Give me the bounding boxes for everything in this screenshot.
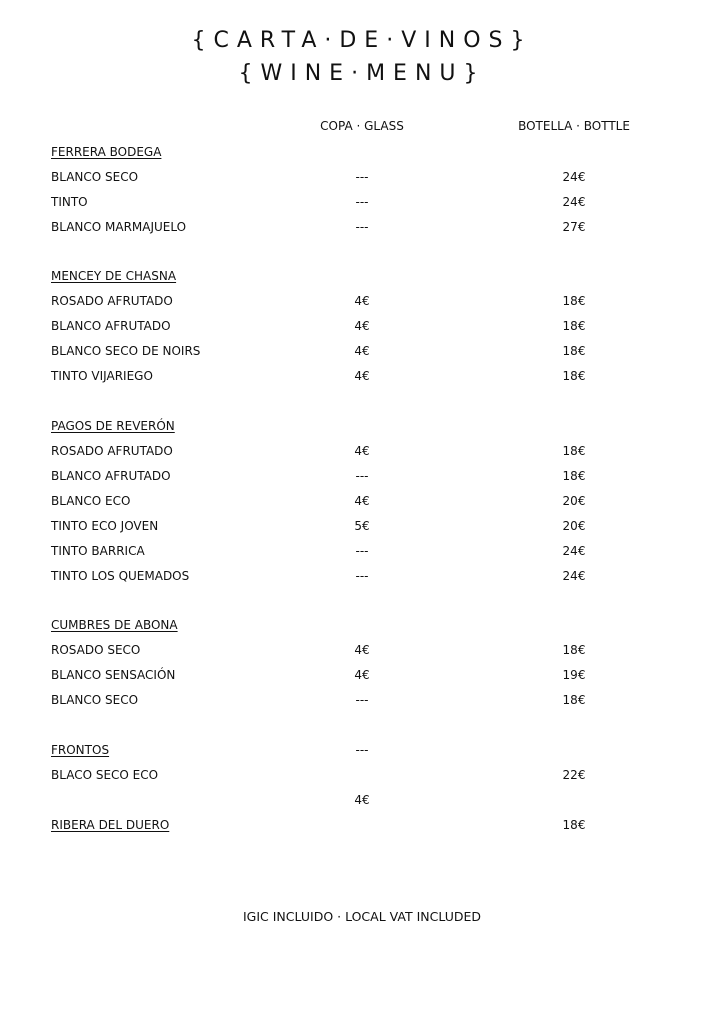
- bottle-price: 18€: [562, 693, 586, 707]
- glass-price: 4€: [354, 494, 370, 508]
- wine-row: [0, 668, 724, 688]
- wine-row: [0, 469, 724, 489]
- wine-name: BLANCO MARMAJUELO: [51, 220, 187, 234]
- wine-name: TINTO BARRICA: [51, 544, 145, 558]
- wine-row: [0, 569, 724, 589]
- wine-row: [0, 294, 724, 314]
- section-header: [0, 618, 724, 638]
- bottle-price: 18€: [562, 369, 586, 383]
- glass-price: 4€: [354, 444, 370, 458]
- glass-price: 4€: [354, 344, 370, 358]
- glass-price: ---: [355, 743, 369, 757]
- wine-row: [0, 494, 724, 514]
- section-name: PAGOS DE REVERÓN: [51, 419, 175, 433]
- glass-price: ---: [355, 220, 369, 234]
- bottle-price: 24€: [562, 569, 586, 583]
- glass-price: ---: [355, 469, 369, 483]
- wine-row: [0, 220, 724, 240]
- wine-name: ROSADO AFRUTADO: [51, 294, 173, 308]
- section-header: [0, 269, 724, 289]
- section-name: FERRERA BODEGA: [51, 145, 162, 159]
- bottle-price: 18€: [562, 818, 586, 832]
- wine-name: BLANCO SENSACIÓN: [51, 668, 176, 682]
- wine-name: TINTO ECO JOVEN: [51, 519, 159, 533]
- menu-title-spanish: {CARTA·DE·VINOS}: [191, 28, 533, 53]
- glass-price: 5€: [354, 519, 370, 533]
- wine-name: BLANCO AFRUTADO: [51, 469, 171, 483]
- wine-name: BLANCO AFRUTADO: [51, 319, 171, 333]
- section-header: [0, 818, 724, 838]
- wine-row: [0, 444, 724, 464]
- wine-row: [0, 693, 724, 713]
- section-name: CUMBRES DE ABONA: [51, 618, 178, 632]
- section-header: [0, 743, 724, 763]
- wine-name: TINTO: [51, 195, 88, 209]
- bottle-price: 18€: [562, 469, 586, 483]
- menu-title-english: {WINE·MENU}: [238, 61, 486, 86]
- glass-price: ---: [355, 170, 369, 184]
- bottle-price: 18€: [562, 319, 586, 333]
- bottle-price: 18€: [562, 643, 586, 657]
- wine-row: [0, 768, 724, 788]
- vat-note: IGIC INCLUIDO · LOCAL VAT INCLUDED: [242, 909, 481, 924]
- wine-name: ROSADO AFRUTADO: [51, 444, 173, 458]
- wine-row: [0, 319, 724, 339]
- glass-price: ---: [355, 693, 369, 707]
- wine-name: BLACO SECO ECO: [51, 768, 159, 782]
- wine-row: [0, 170, 724, 190]
- glass-price: 4€: [354, 294, 370, 308]
- section-name: MENCEY DE CHASNA: [51, 269, 177, 283]
- bottle-price: 24€: [562, 195, 586, 209]
- bottle-column-header: BOTELLA · BOTTLE: [518, 119, 630, 133]
- section-header: [0, 145, 724, 165]
- bottle-price: 19€: [562, 668, 586, 682]
- glass-price: 4€: [354, 793, 370, 807]
- wine-row: [0, 643, 724, 663]
- bottle-price: 18€: [562, 444, 586, 458]
- wine-row: [0, 519, 724, 539]
- bottle-price: 22€: [562, 768, 586, 782]
- bottle-price: 18€: [562, 344, 586, 358]
- bottle-price: 24€: [562, 170, 586, 184]
- wine-name: TINTO LOS QUEMADOS: [51, 569, 190, 583]
- section-name: RIBERA DEL DUERO: [51, 818, 170, 832]
- glass-price: 4€: [354, 369, 370, 383]
- glass-price: 4€: [354, 319, 370, 333]
- wine-name: BLANCO SECO: [51, 170, 139, 184]
- wine-name: BLANCO SECO DE NOIRS: [51, 344, 201, 358]
- glass-price: ---: [355, 569, 369, 583]
- wine-row: [0, 344, 724, 364]
- bottle-price: 20€: [562, 494, 586, 508]
- section-header: [0, 419, 724, 439]
- glass-price: 4€: [354, 643, 370, 657]
- wine-row: [0, 793, 724, 813]
- bottle-price: 18€: [562, 294, 586, 308]
- glass-price: ---: [355, 195, 369, 209]
- bottle-price: 20€: [562, 519, 586, 533]
- wine-row: [0, 195, 724, 215]
- wine-row: [0, 369, 724, 389]
- bottle-price: 27€: [562, 220, 586, 234]
- glass-price: ---: [355, 544, 369, 558]
- bottle-price: 24€: [562, 544, 586, 558]
- wine-name: TINTO VIJARIEGO: [51, 369, 153, 383]
- glass-column-header: COPA · GLASS: [320, 119, 404, 133]
- wine-name: ROSADO SECO: [51, 643, 141, 657]
- wine-name: BLANCO ECO: [51, 494, 131, 508]
- section-name: FRONTOS: [51, 743, 110, 757]
- wine-name: BLANCO SECO: [51, 693, 139, 707]
- glass-price: 4€: [354, 668, 370, 682]
- wine-row: [0, 544, 724, 564]
